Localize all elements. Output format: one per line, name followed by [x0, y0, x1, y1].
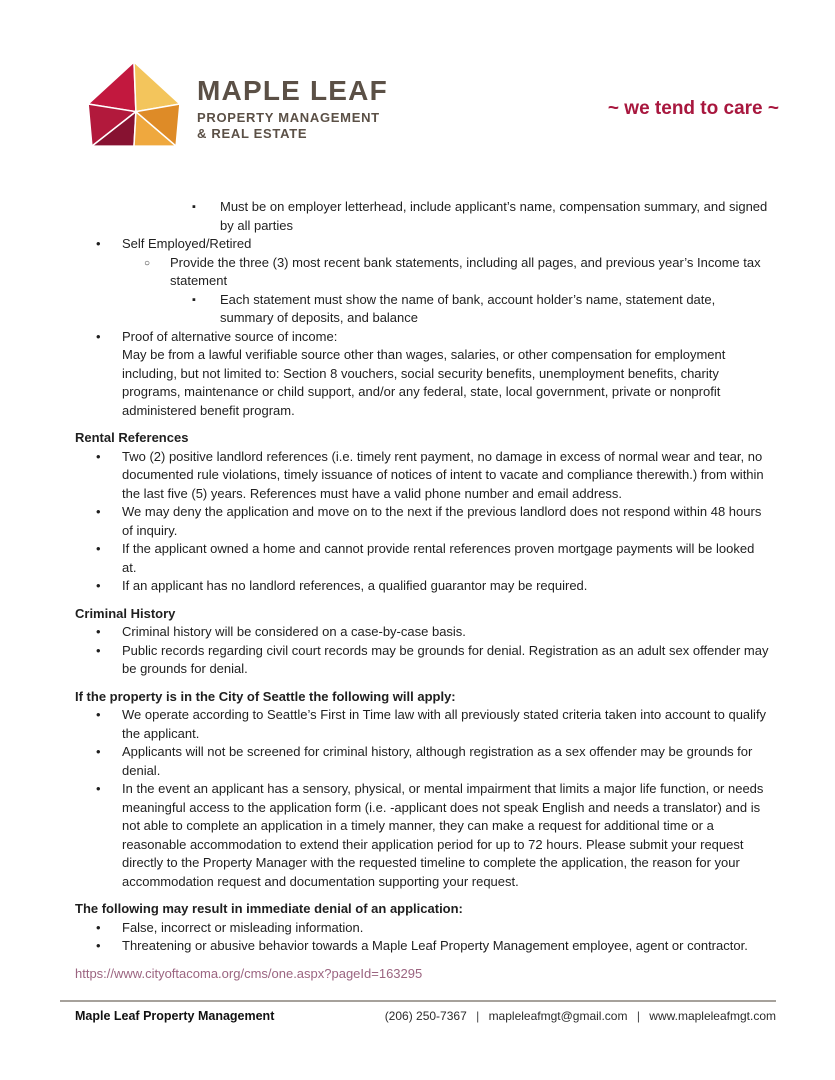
footer-contact-info: [385, 1009, 776, 1023]
link-line: [75, 965, 769, 984]
footer-email: mapleleafmgt@gmail.com: [488, 1009, 628, 1023]
logo-title: MAPLE LEAF: [197, 75, 388, 106]
list-item: [75, 328, 769, 421]
section-immediate-denial: [75, 900, 769, 956]
list-item: ▪ Must be on employer letterhead, include applicant’s name, compensation summary, and signed by all parties: [75, 198, 769, 235]
section-heading: If the property is in the City of Seattle the following will apply:: [75, 688, 456, 704]
section-criminal-history: [75, 605, 769, 679]
footer-company-name: Maple Leaf Property Management: [75, 1009, 275, 1023]
logo-subtitle-line2: & REAL ESTATE: [197, 126, 308, 142]
logo-wordmark: [197, 60, 388, 148]
house-logo-icon: [84, 60, 184, 148]
list-item: • Criminal history will be considered on a case-by-case basis.: [75, 623, 769, 642]
list-item: • Self Employed/Retired: [75, 235, 769, 254]
company-tagline: ~ we tend to care ~: [607, 98, 779, 119]
section-city-of-seattle: [75, 688, 769, 892]
list-item: • We operate according to Seattle’s First in Time law with all previously stated criteria taken into account to qualify the applicant.: [75, 706, 769, 743]
list-item: • We may deny the application and move on to the next if the previous landlord does not respond within 48 hours of inquiry.: [75, 503, 769, 540]
footer-separator: |: [476, 1009, 480, 1023]
section-heading: Rental References: [75, 430, 189, 445]
list-item: • Two (2) positive landlord references (i.e. timely rent payment, no damage in excess of normal wear and tear, no documented rule violations, timely issuance of notices of intent to vacate and compliance therewith.) from within the last five (5) years. References must have a valid phone number and email address.: [75, 448, 769, 504]
footer-divider: [60, 1000, 776, 1002]
list-item-title: • Proof of alternative source of income:: [122, 328, 338, 344]
list-item: ○ Provide the three (3) most recent bank statements, including all pages, and previous year’s Income tax statement: [75, 254, 769, 291]
list-item: • Threatening or abusive behavior towards a Maple Leaf Property Management employee, agent or contractor.: [75, 937, 769, 956]
section-heading: The following may result in immediate denial of an application:: [75, 901, 463, 916]
footer: [75, 1009, 776, 1023]
list-item: • False, incorrect or misleading information.: [75, 919, 769, 938]
list-item: • Applicants will not be screened for criminal history, although registration as a sex offender may be grounds for denial.: [75, 743, 769, 780]
company-logo: [84, 60, 388, 148]
list-item: • If an applicant has no landlord references, a qualified guarantor may be required.: [75, 577, 769, 596]
list-item-body: May be from a lawful verifiable source other than wages, salaries, or other compensation for employment including, but not limited to: Section 8 vouchers, social security benefits, unemployment benefits, charity programs, maintenance or child support, and/or any federal, state, local government, private or nonprofit administered benefit program.: [122, 347, 726, 418]
logo-subtitle: [197, 110, 388, 143]
section-rental-references: [75, 429, 769, 596]
footer-separator: |: [636, 1009, 640, 1023]
list-item: • If the applicant owned a home and cannot provide rental references proven mortgage payments will be looked at.: [75, 540, 769, 577]
list-item: • Public records regarding civil court records may be grounds for denial. Registration as an adult sex offender may be grounds for denial.: [75, 642, 769, 679]
logo-subtitle-line1: PROPERTY MANAGEMENT: [197, 110, 380, 125]
footer-phone: (206) 250-7367: [384, 1009, 467, 1023]
cityoftacoma-link[interactable]: https://www.cityoftacoma.org/cms/one.aspx?pageId=163295: [75, 965, 423, 981]
document-content: [75, 198, 769, 983]
footer-website: www.mapleleafmgt.com: [649, 1009, 776, 1023]
list-item: ▪ Each statement must show the name of bank, account holder’s name, statement date, summary of deposits, and balance: [75, 291, 769, 328]
list-item: • In the event an applicant has a sensory, physical, or mental impairment that limits a major life function, or needs meaningful access to the application form (i.e. -applicant does not speak English and needs a translator) and is not able to complete an application in a timely manner, they can make a request for additional time or a reasonable accommodation to extend their application period for up to 72 hours. Please submit your request directly to the Property Manager with the requested timeline to complete the application, the reason for your accommodation request and documentation supporting your request.: [75, 780, 769, 891]
section-heading: Criminal History: [75, 605, 176, 621]
